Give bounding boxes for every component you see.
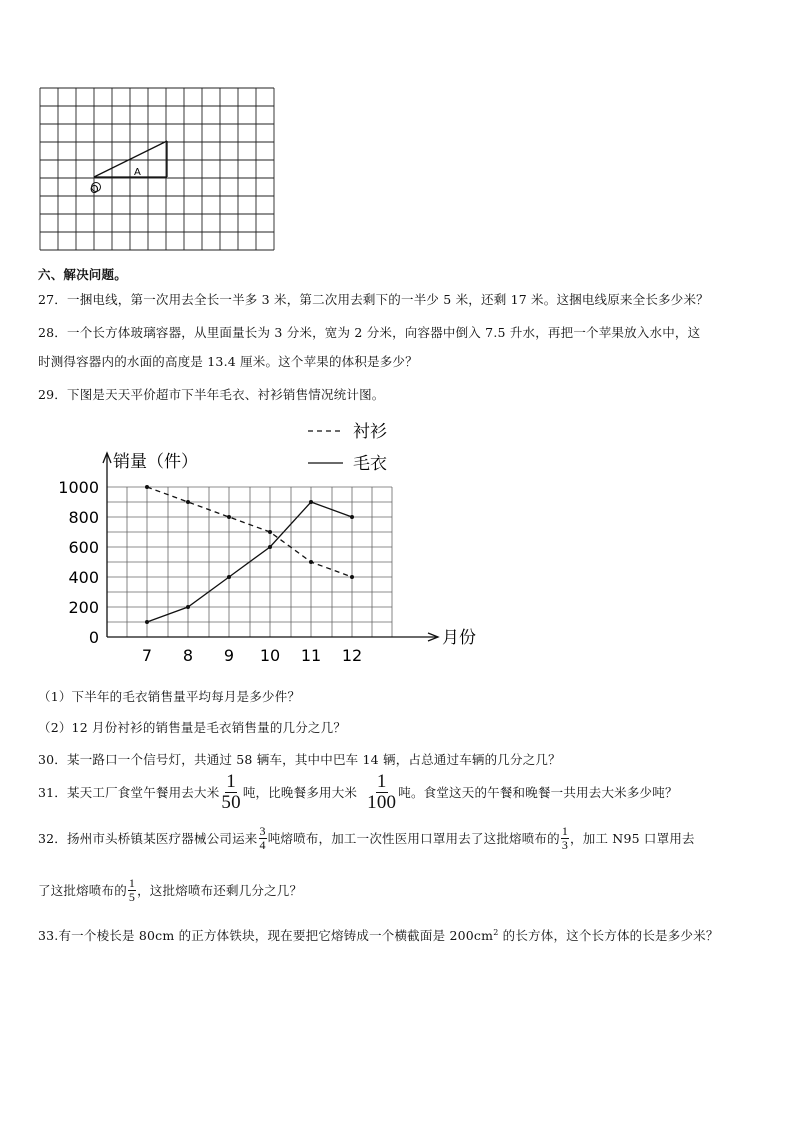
chart-point-shirts bbox=[268, 530, 272, 534]
chart-point-sweaters bbox=[309, 500, 313, 504]
chart-x-tick-label: 11 bbox=[300, 646, 322, 665]
question-32-line1 bbox=[38, 825, 695, 851]
chart-y-axis-label: 销量（件） bbox=[113, 452, 198, 472]
q32-text-3: ，加工 N95 口罩用去 bbox=[570, 831, 695, 847]
chart-y-tick-label: 400 bbox=[68, 568, 99, 587]
q31-frac2-numerator: 1 bbox=[376, 771, 387, 792]
point-label-o: O bbox=[90, 183, 99, 196]
chart-point-shirts bbox=[309, 560, 313, 564]
q31-frac1-denominator: 50 bbox=[221, 791, 241, 813]
q32-fraction-n95 bbox=[128, 877, 136, 903]
q33-text-2: 的长方体，这个长方体的长是多少米？ bbox=[498, 928, 719, 943]
chart-point-sweaters bbox=[350, 515, 354, 519]
q32-frac2-denominator: 3 bbox=[561, 837, 569, 852]
chart-y-tick-label: 0 bbox=[88, 628, 99, 647]
q32-text-1: 32．扬州市头桥镇某医疗器械公司运来 bbox=[38, 831, 258, 847]
chart-x-tick-label: 10 bbox=[259, 646, 281, 665]
q32-frac3-denominator: 5 bbox=[128, 889, 136, 904]
q33-superscript: 2 bbox=[493, 927, 499, 937]
grid-figure bbox=[38, 86, 278, 254]
chart-point-shirts bbox=[145, 485, 149, 489]
q32-frac2-numerator: 1 bbox=[561, 824, 569, 838]
q32-frac1-denominator: 4 bbox=[259, 837, 266, 852]
chart-point-sweaters bbox=[186, 605, 190, 609]
chart-y-tick-label: 200 bbox=[68, 598, 99, 617]
q31-text-1: 31．某天工厂食堂午餐用去大米 bbox=[38, 785, 220, 801]
chart-x-tick-label: 7 bbox=[141, 646, 153, 665]
q32-frac3-numerator: 1 bbox=[128, 876, 136, 890]
chart-y-tick-label: 800 bbox=[68, 508, 99, 527]
chart-point-sweaters bbox=[268, 545, 272, 549]
triangle-label-a: A bbox=[134, 167, 141, 178]
chart-x-tick-label: 12 bbox=[341, 646, 363, 665]
question-29: 29．下图是天天平价超市下半年毛衣、衬衫销售情况统计图。 bbox=[38, 387, 385, 402]
chart-point-shirts bbox=[227, 515, 231, 519]
grid-lines bbox=[40, 88, 274, 250]
chart-x-tick-label: 8 bbox=[182, 646, 194, 665]
q32-text-4: 了这批熔喷布的 bbox=[38, 883, 127, 899]
q33-text-1: 33.有一个棱长是 80cm 的正方体铁块，现在要把它熔铸成一个横截面是 200cm bbox=[38, 928, 494, 943]
q32-fraction-delivered bbox=[259, 825, 267, 851]
q31-frac1-numerator: 1 bbox=[226, 771, 236, 792]
chart-point-sweaters bbox=[227, 575, 231, 579]
q32-frac1-numerator: 3 bbox=[259, 824, 266, 838]
chart-x-axis-label: 月份 bbox=[442, 628, 476, 648]
chart-x-tick-label: 9 bbox=[223, 646, 235, 665]
q32-text-2: 吨熔喷布，加工一次性医用口罩用去了这批熔喷布的 bbox=[267, 831, 560, 847]
q31-fraction-lunch bbox=[220, 772, 241, 813]
chart-y-tick-label: 600 bbox=[68, 538, 99, 557]
sales-line-chart bbox=[0, 410, 560, 670]
question-33 bbox=[38, 926, 719, 944]
q32-text-5: ，这批熔喷布还剩几分之几？ bbox=[137, 883, 303, 899]
question-28-line1: 28．一个长方体玻璃容器，从里面量长为 3 分米，宽为 2 分米，向容器中倒入 7.5 升水，再把一个苹果放入水中，这 bbox=[38, 325, 701, 340]
section-title: 六、解决问题。 bbox=[38, 267, 127, 282]
question-28-line2: 时测得容器内的水面的高度是 13.4 厘米。这个苹果的体积是多少？ bbox=[38, 354, 418, 369]
chart-point-shirts bbox=[350, 575, 354, 579]
question-27: 27．一捆电线，第一次用去全长一半多 3 米，第二次用去剩下的一半少 5 米，还剩 17 米。这捆电线原来全长多少米？ bbox=[38, 292, 709, 307]
question-30: 30．某一路口一个信号灯，共通过 58 辆车，其中中巴车 14 辆，占总通过车辆的几分之几？ bbox=[38, 752, 561, 767]
chart-legend-shirts-label: 衬衫 bbox=[353, 422, 387, 442]
chart-y-tick-label: 1000 bbox=[58, 478, 99, 497]
q32-fraction-disposable bbox=[561, 825, 569, 851]
question-29-sub1: （1）下半年的毛衣销售量平均每月是多少件？ bbox=[38, 689, 301, 704]
q31-text-2: 吨，比晚餐多用大米 bbox=[242, 785, 358, 801]
question-31 bbox=[38, 772, 678, 813]
question-29-sub2: （2）12 月份衬衫的销售量是毛衣销售量的几分之几？ bbox=[38, 720, 347, 735]
q31-text-3: 吨。食堂这天的午餐和晚餐一共用去大米多少吨？ bbox=[398, 785, 678, 801]
chart-point-shirts bbox=[186, 500, 190, 504]
question-32-line2 bbox=[38, 877, 302, 903]
triangle-a bbox=[94, 141, 167, 177]
chart-legend-sweaters-label: 毛衣 bbox=[353, 454, 387, 474]
chart-point-sweaters bbox=[145, 620, 149, 624]
q31-frac2-denominator: 100 bbox=[367, 791, 397, 813]
q31-fraction-extra bbox=[366, 772, 397, 813]
